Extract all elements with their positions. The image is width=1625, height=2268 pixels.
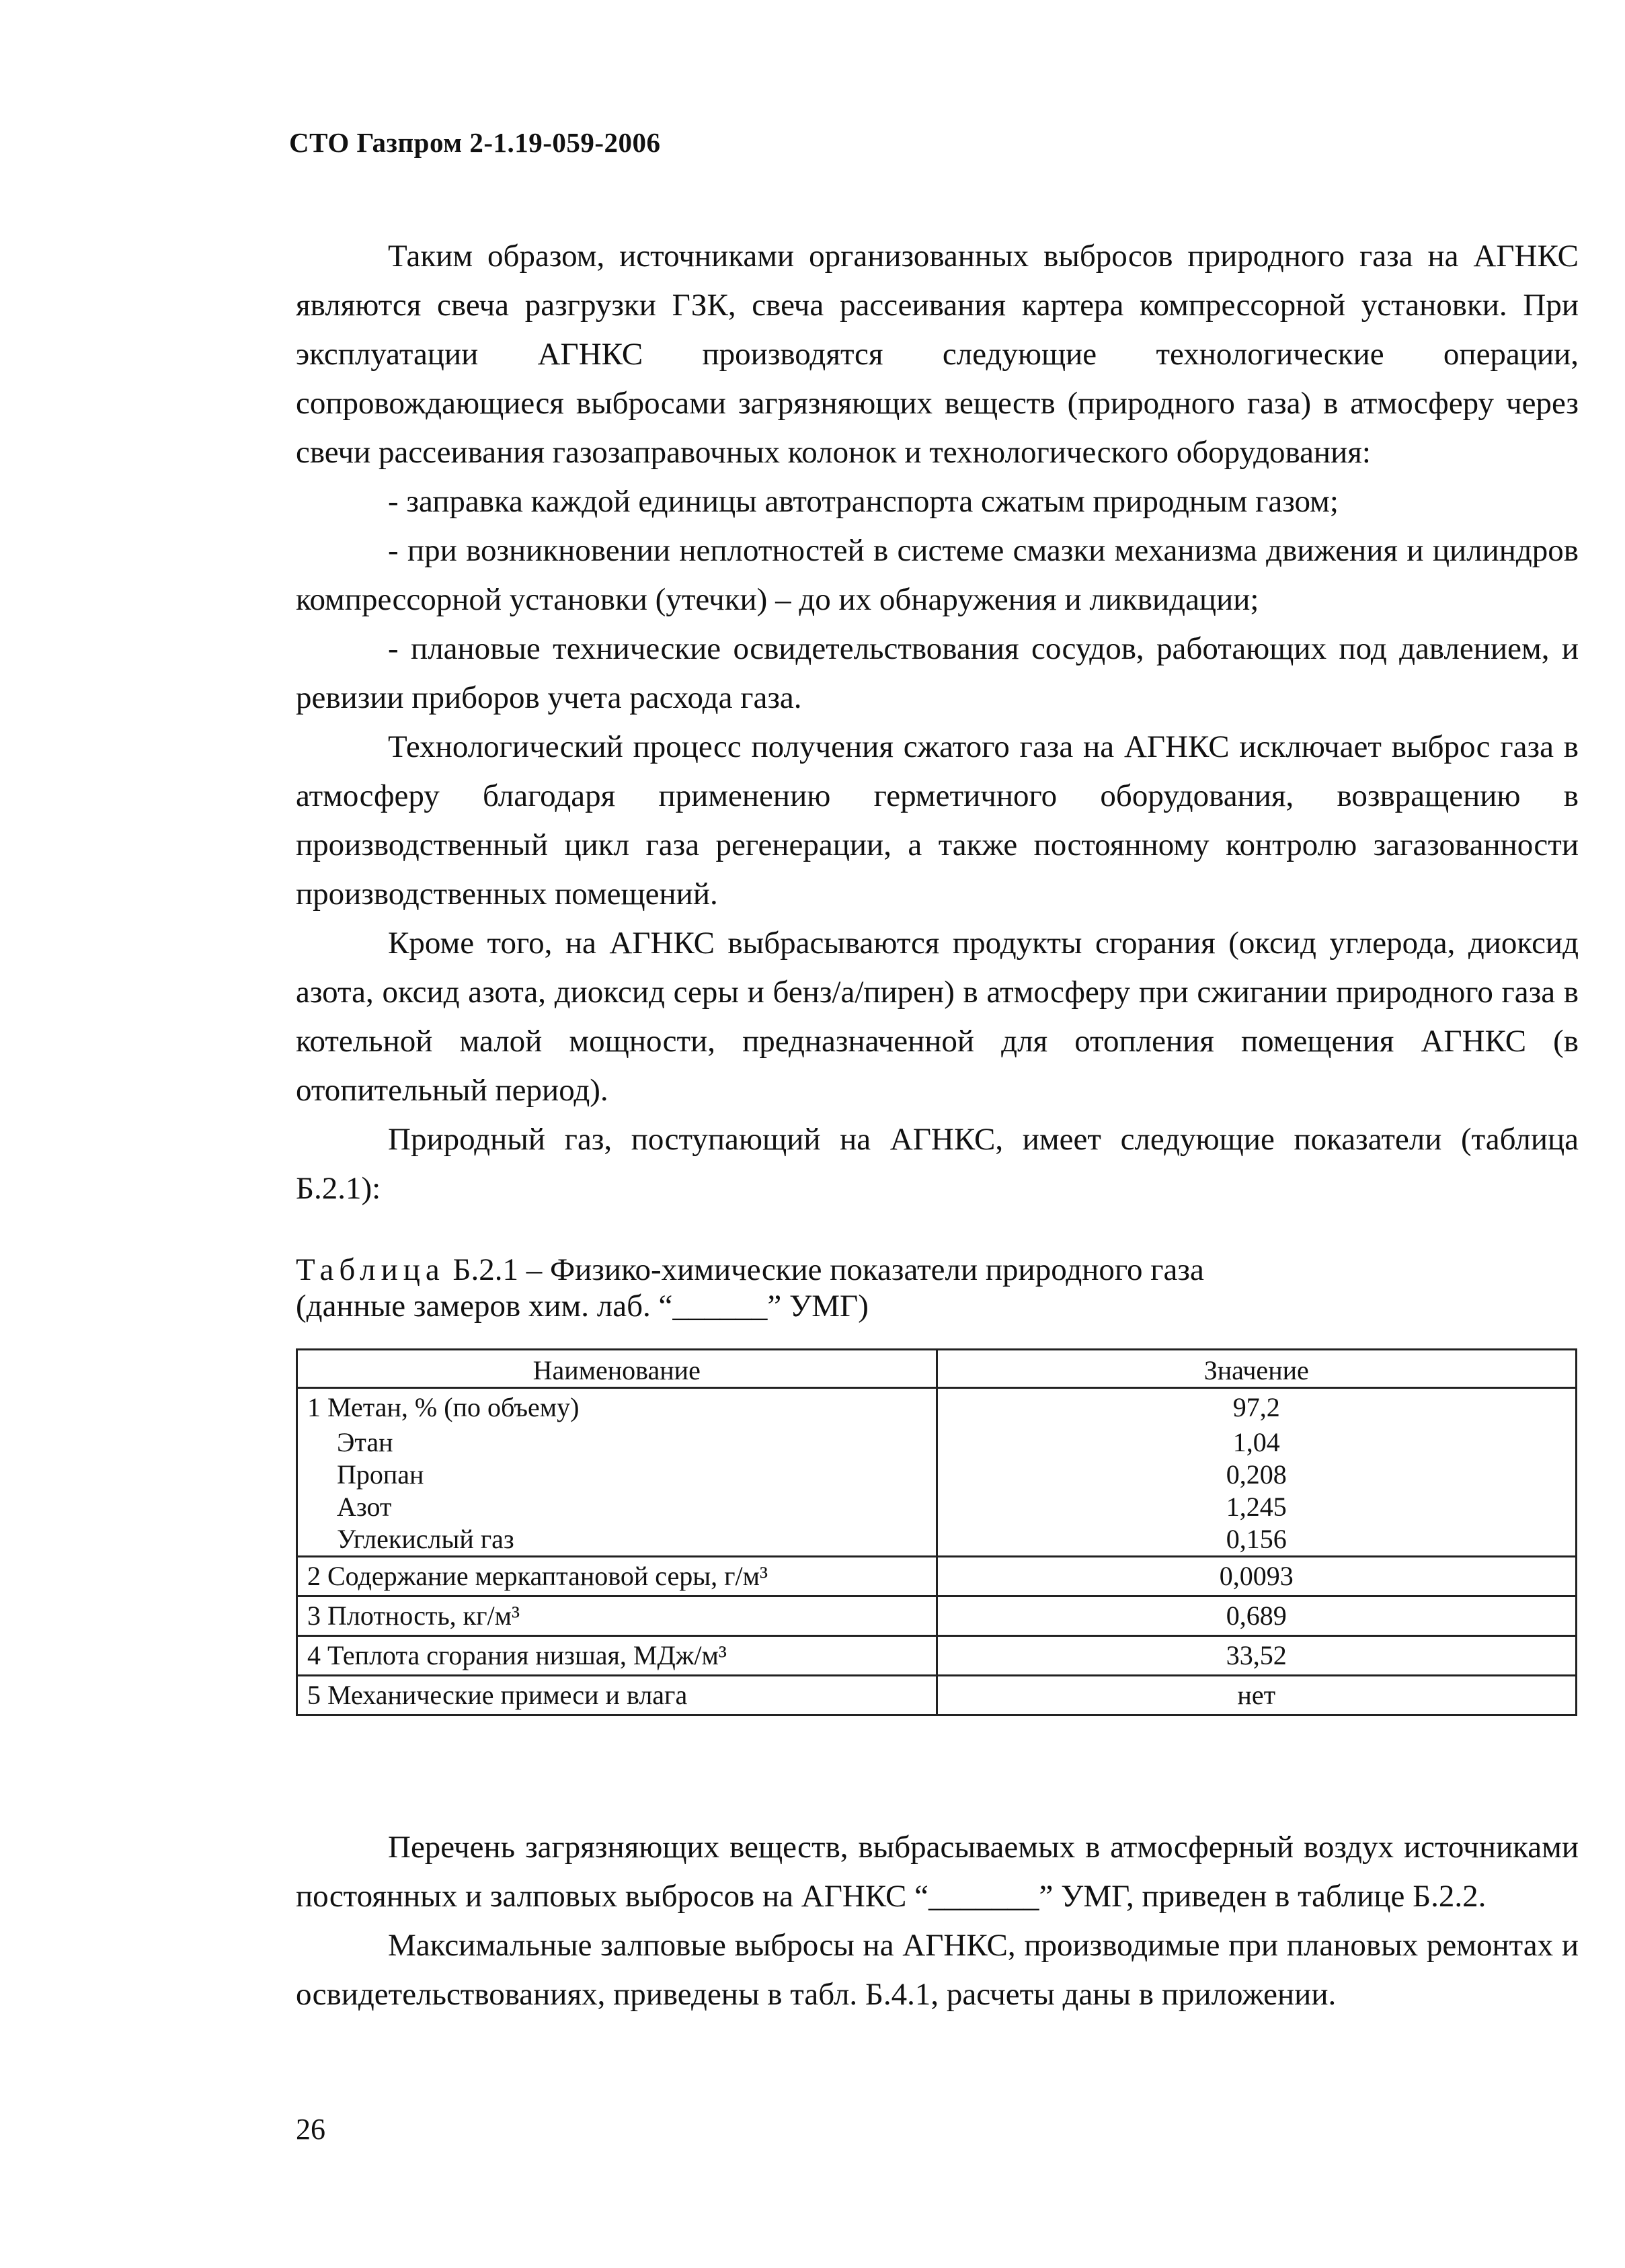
table-cell-name: 3 Плотность, кг/м³ — [297, 1596, 937, 1636]
table-caption-line2: (данные замеров хим. лаб. “______” УМГ) — [296, 1289, 869, 1324]
table-cell-name: Углекислый газ — [297, 1523, 937, 1557]
table-cell-name: Пропан — [297, 1459, 937, 1491]
paragraph: Таким образом, источниками организованных выбросов природного газа на АГНКС являются свеча разгрузки ГЗК, свеча рассеивания картера компрессорной установки. При эксплуатации АГНКС производятся следующие технологические операции, сопровождающиеся выбросами загрязняющих веществ (природного газа) в атмосферу через свечи рассеивания газозаправочных колонок и технологического оборудования: — [296, 239, 1579, 470]
paragraph: Перечень загрязняющих веществ, выбрасываемых в атмосферный воздух источниками постоянных и залповых выбросов на АГНКС “_______” УМГ, приведен в таблице Б.2.2. — [296, 1830, 1579, 1914]
gas-properties-table — [296, 1348, 1577, 1716]
table-cell-name: 2 Содержание меркаптановой серы, г/м³ — [297, 1557, 937, 1596]
table-cell-value: 1,245 — [937, 1491, 1577, 1523]
paragraph: Максимальные залповые выбросы на АГНКС, производимые при плановых ремонтах и освидетельствованиях, приведены в табл. Б.4.1, расчеты даны в приложении. — [296, 1928, 1579, 2012]
paragraph: Природный газ, поступающий на АГНКС, имеет следующие показатели (таблица Б.2.1): — [296, 1122, 1579, 1206]
table-cell-value: 0,689 — [937, 1596, 1577, 1636]
table-cell-value: 0,156 — [937, 1523, 1577, 1557]
table-caption-title: Б.2.1 – Физико-химические показатели природного газа — [444, 1252, 1204, 1287]
table-row — [297, 1388, 1577, 1427]
table-row — [297, 1426, 1577, 1459]
table-caption-line1 — [296, 1252, 1204, 1288]
table-row — [297, 1676, 1577, 1715]
table-cell-value: 33,52 — [937, 1636, 1577, 1676]
table-cell-value: 0,0093 — [937, 1557, 1577, 1596]
column-header-value: Значение — [937, 1350, 1577, 1388]
table-header-row — [297, 1350, 1577, 1388]
list-item: - заправка каждой единицы автотранспорта сжатым природным газом; — [388, 484, 1339, 519]
column-header-name: Наименование — [297, 1350, 937, 1388]
table-row — [297, 1596, 1577, 1636]
body-text-top — [296, 232, 1579, 1213]
table-cell-name: Этан — [297, 1426, 937, 1459]
table-cell-value: нет — [937, 1676, 1577, 1715]
table-caption — [296, 1252, 1204, 1324]
table-caption-label: Таблица — [296, 1252, 445, 1287]
table-row — [297, 1459, 1577, 1491]
table-row — [297, 1491, 1577, 1523]
page-number: 26 — [296, 2113, 325, 2146]
table-row — [297, 1557, 1577, 1596]
paragraph: Технологический процесс получения сжатого газа на АГНКС исключает выброс газа в атмосферу благодаря применению герметичного оборудования, возвращению в производственный цикл газа регенерации, а также постоянному контролю загазованности производственных помещений. — [296, 729, 1579, 912]
table-cell-name: 5 Механические примеси и влага — [297, 1676, 937, 1715]
body-text-bottom — [296, 1823, 1579, 2019]
table-cell-value: 0,208 — [937, 1459, 1577, 1491]
table-cell-name: 1 Метан, % (по объему) — [297, 1388, 937, 1427]
table-row — [297, 1636, 1577, 1676]
table-cell-name: Азот — [297, 1491, 937, 1523]
list-item: - при возникновении неплотностей в системе смазки механизма движения и цилиндров компрессорной установки (утечки) – до их обнаружения и ликвидации; — [296, 533, 1579, 617]
document-header: СТО Газпром 2-1.19-059-2006 — [289, 127, 661, 158]
table-row — [297, 1523, 1577, 1557]
paragraph: Кроме того, на АГНКС выбрасываются продукты сгорания (оксид углерода, диоксид азота, оксид азота, диоксид серы и бенз/а/пирен) в атмосферу при сжигании природного газа в котельной малой мощности, предназначенной для отопления помещения АГНКС (в отопительный период). — [296, 926, 1579, 1108]
table-cell-name: 4 Теплота сгорания низшая, МДж/м³ — [297, 1636, 937, 1676]
table-cell-value: 97,2 — [937, 1388, 1577, 1427]
table-cell-value: 1,04 — [937, 1426, 1577, 1459]
list-item: - плановые технические освидетельствования сосудов, работающих под давлением, и ревизии приборов учета расхода газа. — [296, 631, 1579, 715]
